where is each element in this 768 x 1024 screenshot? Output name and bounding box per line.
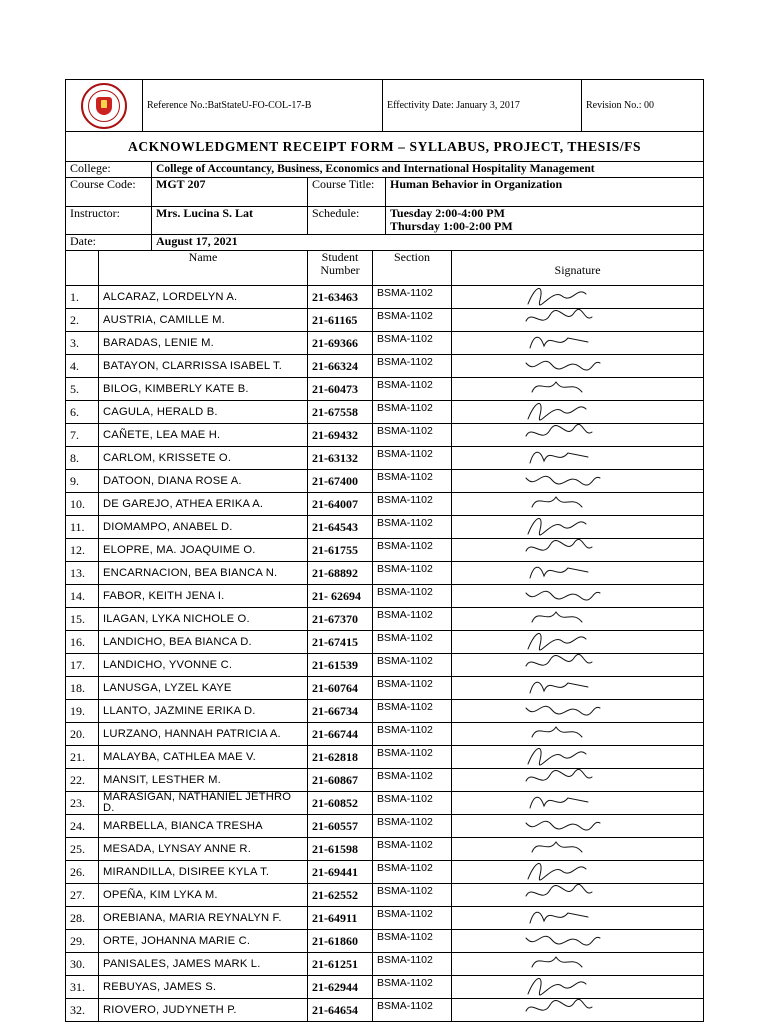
signature-cell [452, 815, 704, 838]
student-name: ELOPRE, MA. JOAQUIME O. [99, 539, 308, 562]
student-name: ALCARAZ, LORDELYN A. [99, 286, 308, 309]
table-row [66, 838, 704, 861]
course-title-label: Course Title: [308, 178, 386, 207]
handwritten-signature [522, 792, 612, 815]
student-section: BSMA-1102 [373, 792, 452, 815]
row-number: 19. [66, 700, 99, 723]
student-number: 21-67558 [308, 401, 373, 424]
signature-cell [452, 631, 704, 654]
table-row [66, 907, 704, 930]
signature-column-header: Signature [452, 251, 704, 286]
student-section: BSMA-1102 [373, 608, 452, 631]
student-name: AUSTRIA, CAMILLE M. [99, 309, 308, 332]
student-section: BSMA-1102 [373, 907, 452, 930]
signature-cell [452, 585, 704, 608]
student-number: 21-63463 [308, 286, 373, 309]
acknowledgment-form [65, 79, 703, 1022]
student-number: 21-60473 [308, 378, 373, 401]
university-seal-cell [66, 80, 143, 132]
student-name: FABOR, KEITH JENA I. [99, 585, 308, 608]
signature-cell [452, 286, 704, 309]
table-row [66, 562, 704, 585]
handwritten-signature [522, 585, 612, 608]
table-row [66, 493, 704, 516]
row-number: 26. [66, 861, 99, 884]
row-number: 25. [66, 838, 99, 861]
student-name: CAGULA, HERALD B. [99, 401, 308, 424]
course-code-label: Course Code: [66, 178, 152, 207]
signature-cell [452, 953, 704, 976]
student-name: ILAGAN, LYKA NICHOLE O. [99, 608, 308, 631]
student-number: 21-61755 [308, 539, 373, 562]
signature-cell [452, 493, 704, 516]
university-seal-logo [81, 83, 127, 129]
student-section: BSMA-1102 [373, 470, 452, 493]
handwritten-signature [522, 631, 612, 654]
table-row [66, 884, 704, 907]
student-name: REBUYAS, JAMES S. [99, 976, 308, 999]
handwritten-signature [522, 907, 612, 930]
signature-cell [452, 999, 704, 1022]
handwritten-signature [522, 700, 612, 723]
student-section: BSMA-1102 [373, 677, 452, 700]
student-name: BARADAS, LENIE M. [99, 332, 308, 355]
row-number: 20. [66, 723, 99, 746]
table-row [66, 976, 704, 999]
row-number: 30. [66, 953, 99, 976]
section-column-header: Section [373, 251, 452, 286]
schedule-label: Schedule: [308, 207, 386, 235]
row-number: 16. [66, 631, 99, 654]
signature-cell [452, 723, 704, 746]
handwritten-signature [522, 470, 612, 493]
row-number: 15. [66, 608, 99, 631]
row-number: 6. [66, 401, 99, 424]
student-number: 21-69366 [308, 332, 373, 355]
row-number: 18. [66, 677, 99, 700]
student-name: MARASIGAN, NATHANIEL JETHRO D. [99, 792, 308, 815]
student-section: BSMA-1102 [373, 723, 452, 746]
handwritten-signature [522, 861, 612, 884]
student-name: OPEÑA, KIM LYKA M. [99, 884, 308, 907]
handwritten-signature [522, 930, 612, 953]
handwritten-signature [522, 953, 612, 976]
table-row [66, 516, 704, 539]
student-section: BSMA-1102 [373, 493, 452, 516]
row-number: 32. [66, 999, 99, 1022]
handwritten-signature [522, 884, 612, 907]
row-number: 13. [66, 562, 99, 585]
student-name: LANUSGA, LYZEL KAYE [99, 677, 308, 700]
form-header-table [65, 79, 704, 132]
row-number: 24. [66, 815, 99, 838]
number-column-header [66, 251, 99, 286]
student-name: LURZANO, HANNAH PATRICIA A. [99, 723, 308, 746]
student-section: BSMA-1102 [373, 838, 452, 861]
student-name: LANDICHO, YVONNE C. [99, 654, 308, 677]
handwritten-signature [522, 723, 612, 746]
student-number: 21-62552 [308, 884, 373, 907]
student-number: 21-66744 [308, 723, 373, 746]
student-name: RIOVERO, JUDYNETH P. [99, 999, 308, 1022]
student-section: BSMA-1102 [373, 424, 452, 447]
student-number: 21-60557 [308, 815, 373, 838]
table-row [66, 677, 704, 700]
row-number: 23. [66, 792, 99, 815]
table-row [66, 746, 704, 769]
student-number: 21-64911 [308, 907, 373, 930]
table-row [66, 792, 704, 815]
row-number: 21. [66, 746, 99, 769]
table-row [66, 723, 704, 746]
student-name: BATAYON, CLARRISSA ISABEL T. [99, 355, 308, 378]
signature-cell [452, 608, 704, 631]
handwritten-signature [522, 539, 612, 562]
table-row [66, 654, 704, 677]
signature-cell [452, 838, 704, 861]
form-body-table [65, 131, 704, 1022]
reference-number: Reference No.:BatStateU-FO-COL-17-B [143, 80, 383, 132]
college-value: College of Accountancy, Business, Economics and International Hospitality Management [152, 162, 704, 178]
student-name: CAÑETE, LEA MAE H. [99, 424, 308, 447]
student-section: BSMA-1102 [373, 585, 452, 608]
course-code-value: MGT 207 [152, 178, 308, 207]
table-row [66, 815, 704, 838]
student-section: BSMA-1102 [373, 815, 452, 838]
table-row [66, 378, 704, 401]
handwritten-signature [522, 562, 612, 585]
signature-cell [452, 930, 704, 953]
student-name: OREBIANA, MARIA REYNALYN F. [99, 907, 308, 930]
handwritten-signature [522, 309, 612, 332]
handwritten-signature [522, 976, 612, 999]
student-section: BSMA-1102 [373, 861, 452, 884]
handwritten-signature [522, 424, 612, 447]
student-number: 21-61165 [308, 309, 373, 332]
row-number: 7. [66, 424, 99, 447]
student-number: 21-64007 [308, 493, 373, 516]
handwritten-signature [522, 332, 612, 355]
student-section: BSMA-1102 [373, 746, 452, 769]
table-row [66, 585, 704, 608]
signature-cell [452, 884, 704, 907]
student-section: BSMA-1102 [373, 332, 452, 355]
instructor-value: Mrs. Lucina S. Lat [152, 207, 308, 235]
table-row [66, 401, 704, 424]
row-number: 27. [66, 884, 99, 907]
student-number: 21- 62694 [308, 585, 373, 608]
student-number: 21-60852 [308, 792, 373, 815]
signature-cell [452, 332, 704, 355]
row-number: 3. [66, 332, 99, 355]
handwritten-signature [522, 815, 612, 838]
signature-cell [452, 516, 704, 539]
table-row [66, 470, 704, 493]
student-name: MIRANDILLA, DISIREE KYLA T. [99, 861, 308, 884]
table-row [66, 309, 704, 332]
student-name: MANSIT, LESTHER M. [99, 769, 308, 792]
table-row [66, 631, 704, 654]
row-number: 28. [66, 907, 99, 930]
row-number: 9. [66, 470, 99, 493]
table-row [66, 608, 704, 631]
row-number: 22. [66, 769, 99, 792]
handwritten-signature [522, 401, 612, 424]
student-number: 21-61598 [308, 838, 373, 861]
signature-cell [452, 907, 704, 930]
table-row [66, 447, 704, 470]
handwritten-signature [522, 999, 612, 1022]
student-section: BSMA-1102 [373, 953, 452, 976]
table-row [66, 332, 704, 355]
signature-cell [452, 654, 704, 677]
signature-cell [452, 976, 704, 999]
student-rows [66, 286, 704, 1022]
student-number: 21-67400 [308, 470, 373, 493]
student-number: 21-63132 [308, 447, 373, 470]
row-number: 12. [66, 539, 99, 562]
handwritten-signature [522, 493, 612, 516]
row-number: 14. [66, 585, 99, 608]
student-name: ENCARNACION, BEA BIANCA N. [99, 562, 308, 585]
signature-cell [452, 769, 704, 792]
student-number: 21-66324 [308, 355, 373, 378]
row-number: 4. [66, 355, 99, 378]
schedule-line-1: Tuesday 2:00-4:00 PM [390, 206, 505, 220]
student-name: BILOG, KIMBERLY KATE B. [99, 378, 308, 401]
table-row [66, 539, 704, 562]
handwritten-signature [522, 769, 612, 792]
student-number: 21-61251 [308, 953, 373, 976]
table-row [66, 424, 704, 447]
signature-cell [452, 401, 704, 424]
student-section: BSMA-1102 [373, 447, 452, 470]
signature-cell [452, 424, 704, 447]
effectivity-date: Effectivity Date: January 3, 2017 [383, 80, 582, 132]
course-title-value: Human Behavior in Organization [386, 178, 704, 207]
student-name: PANISALES, JAMES MARK L. [99, 953, 308, 976]
student-section: BSMA-1102 [373, 401, 452, 424]
student-number: 21-60764 [308, 677, 373, 700]
student-number: 21-61860 [308, 930, 373, 953]
student-number: 21-64543 [308, 516, 373, 539]
student-number: 21-66734 [308, 700, 373, 723]
student-section: BSMA-1102 [373, 999, 452, 1022]
handwritten-signature [522, 516, 612, 539]
signature-cell [452, 792, 704, 815]
handwritten-signature [522, 654, 612, 677]
student-section: BSMA-1102 [373, 654, 452, 677]
student-section: BSMA-1102 [373, 516, 452, 539]
student-number: 21-64654 [308, 999, 373, 1022]
table-row [66, 286, 704, 309]
row-number: 10. [66, 493, 99, 516]
row-number: 5. [66, 378, 99, 401]
handwritten-signature [522, 838, 612, 861]
row-number: 31. [66, 976, 99, 999]
schedule-line-2: Thursday 1:00-2:00 PM [390, 219, 513, 233]
student-number: 21-61539 [308, 654, 373, 677]
date-label: Date: [66, 235, 152, 251]
handwritten-signature [522, 608, 612, 631]
student-number: 21-60867 [308, 769, 373, 792]
student-name: DATOON, DIANA ROSE A. [99, 470, 308, 493]
college-label: College: [66, 162, 152, 178]
schedule-value [386, 207, 704, 235]
row-number: 2. [66, 309, 99, 332]
student-number-column-header: Student Number [308, 251, 373, 286]
student-name: MALAYBA, CATHLEA MAE V. [99, 746, 308, 769]
signature-cell [452, 539, 704, 562]
student-number: 21-67415 [308, 631, 373, 654]
student-section: BSMA-1102 [373, 769, 452, 792]
student-name: CARLOM, KRISSETE O. [99, 447, 308, 470]
table-row [66, 700, 704, 723]
row-number: 17. [66, 654, 99, 677]
student-number: 21-62944 [308, 976, 373, 999]
signature-cell [452, 447, 704, 470]
instructor-label: Instructor: [66, 207, 152, 235]
table-row [66, 953, 704, 976]
student-number: 21-68892 [308, 562, 373, 585]
student-number: 21-69441 [308, 861, 373, 884]
signature-cell [452, 700, 704, 723]
form-title: ACKNOWLEDGMENT RECEIPT FORM – SYLLABUS, PROJECT, THESIS/FS [66, 132, 704, 162]
student-name: MESADA, LYNSAY ANNE R. [99, 838, 308, 861]
signature-cell [452, 309, 704, 332]
table-row [66, 861, 704, 884]
handwritten-signature [522, 378, 612, 401]
signature-cell [452, 562, 704, 585]
revision-number: Revision No.: 00 [582, 80, 704, 132]
signature-cell [452, 861, 704, 884]
student-number: 21-62818 [308, 746, 373, 769]
table-row [66, 999, 704, 1022]
student-section: BSMA-1102 [373, 631, 452, 654]
student-name: DIOMAMPO, ANABEL D. [99, 516, 308, 539]
student-name: ORTE, JOHANNA MARIE C. [99, 930, 308, 953]
student-name: DE GAREJO, ATHEA ERIKA A. [99, 493, 308, 516]
student-section: BSMA-1102 [373, 286, 452, 309]
row-number: 11. [66, 516, 99, 539]
signature-cell [452, 378, 704, 401]
student-section: BSMA-1102 [373, 355, 452, 378]
student-section: BSMA-1102 [373, 539, 452, 562]
row-number: 29. [66, 930, 99, 953]
student-section: BSMA-1102 [373, 562, 452, 585]
student-section: BSMA-1102 [373, 930, 452, 953]
handwritten-signature [522, 286, 612, 309]
table-row [66, 355, 704, 378]
date-value: August 17, 2021 [152, 235, 704, 251]
row-number: 8. [66, 447, 99, 470]
student-section: BSMA-1102 [373, 309, 452, 332]
signature-cell [452, 355, 704, 378]
student-name: LLANTO, JAZMINE ERIKA D. [99, 700, 308, 723]
signature-cell [452, 470, 704, 493]
table-row [66, 930, 704, 953]
signature-cell [452, 677, 704, 700]
student-name: MARBELLA, BIANCA TRESHA [99, 815, 308, 838]
handwritten-signature [522, 746, 612, 769]
student-section: BSMA-1102 [373, 884, 452, 907]
student-number: 21-69432 [308, 424, 373, 447]
handwritten-signature [522, 355, 612, 378]
student-name: LANDICHO, BEA BIANCA D. [99, 631, 308, 654]
student-number: 21-67370 [308, 608, 373, 631]
handwritten-signature [522, 447, 612, 470]
student-section: BSMA-1102 [373, 378, 452, 401]
student-section: BSMA-1102 [373, 976, 452, 999]
signature-cell [452, 746, 704, 769]
handwritten-signature [522, 677, 612, 700]
table-row [66, 769, 704, 792]
student-section: BSMA-1102 [373, 700, 452, 723]
name-column-header: Name [99, 251, 308, 286]
row-number: 1. [66, 286, 99, 309]
